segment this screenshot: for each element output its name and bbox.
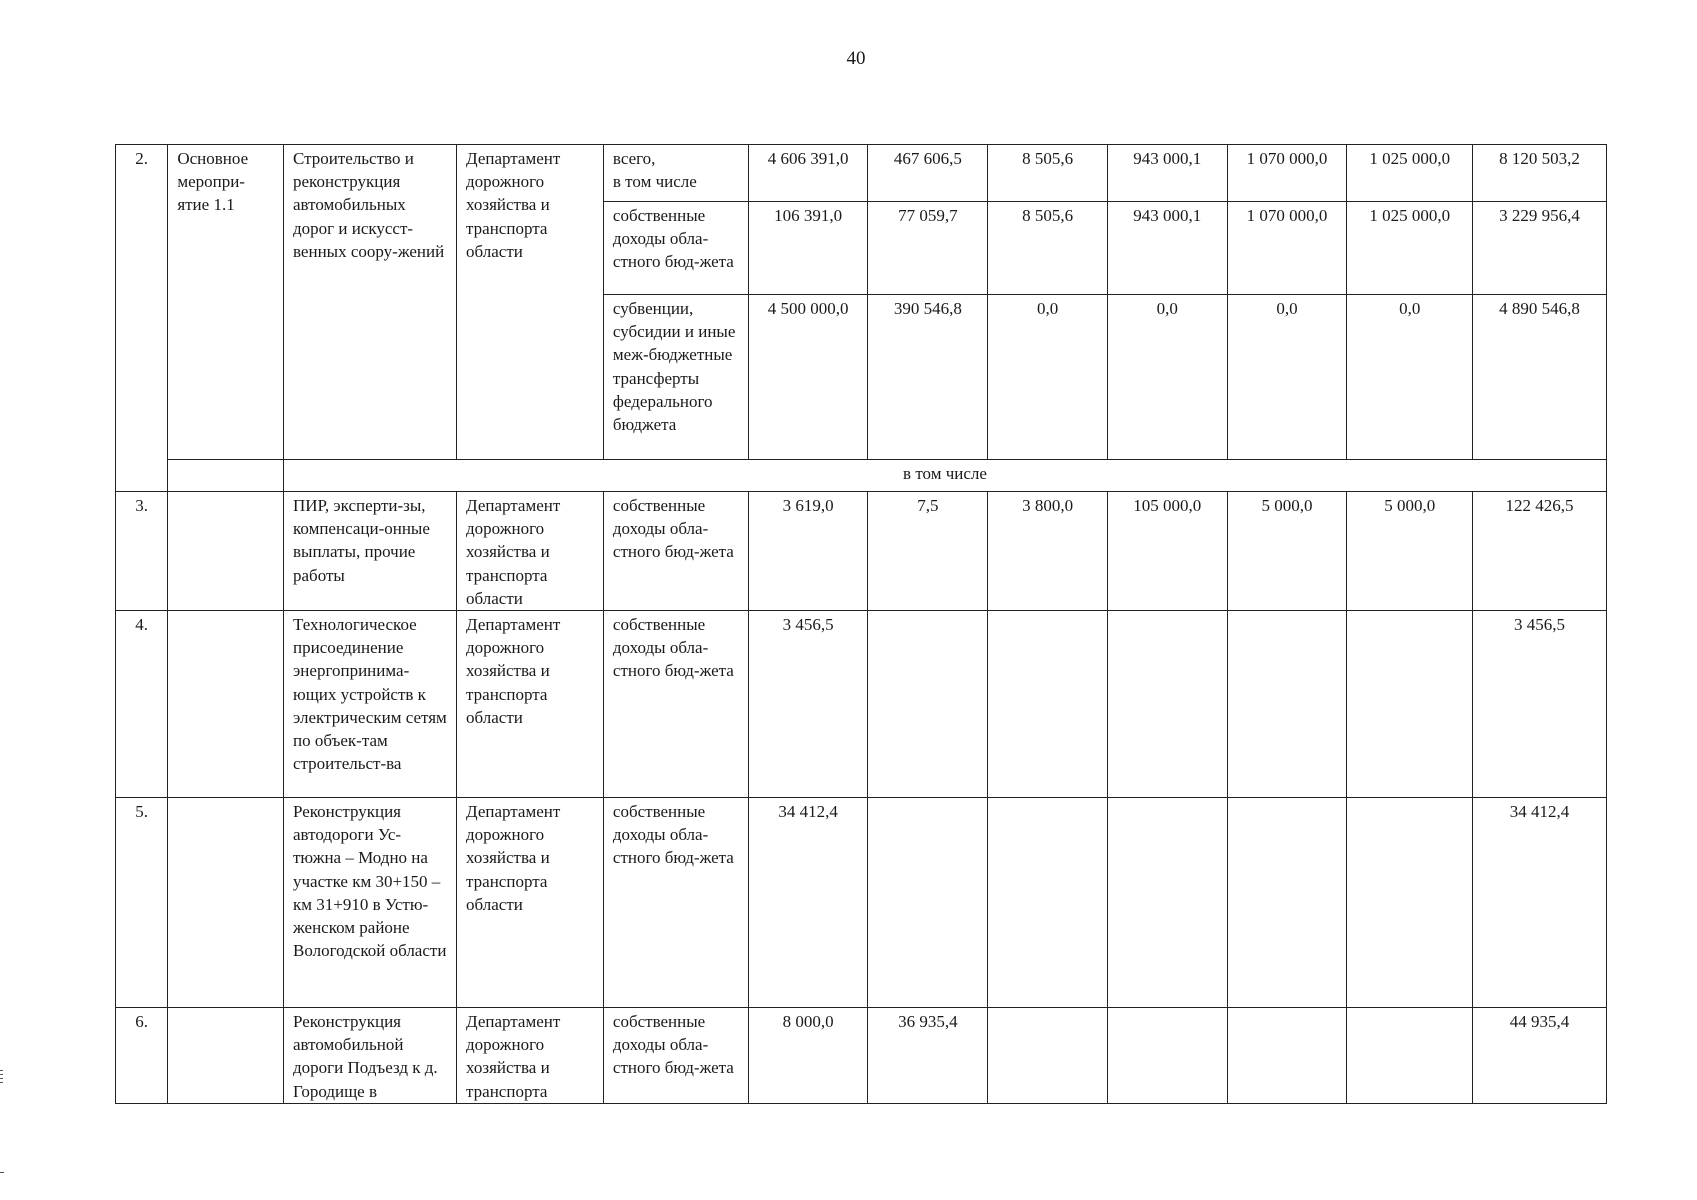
empty-cell xyxy=(168,492,284,611)
scan-edge-marks xyxy=(0,1070,3,1090)
executor: Департамент дорожного хозяйства и транспорта области xyxy=(457,611,604,798)
event-name: Реконструкция автодороги Ус-тюжна – Модно на участке км 30+150 – км 31+910 в Устю-женском районе Вологодской области xyxy=(284,798,457,1008)
value-cell xyxy=(868,798,988,1008)
value-cell xyxy=(1107,611,1227,798)
in-that-number-note: в том числе xyxy=(284,460,1607,492)
table-row xyxy=(116,1008,1607,1104)
empty-cell xyxy=(168,1008,284,1104)
value-cell xyxy=(1107,1008,1227,1104)
value-cell xyxy=(1227,1008,1347,1104)
funding-source: субвенции, субсидии и иные меж-бюджетные трансферты федерального бюджета xyxy=(603,295,748,460)
table-row xyxy=(116,145,1607,202)
row-number: 5. xyxy=(116,798,168,1008)
row-number: 2. xyxy=(116,145,168,492)
value-cell: 0,0 xyxy=(988,295,1108,460)
value-cell: 5 000,0 xyxy=(1227,492,1347,611)
funding-source: всего, в том числе xyxy=(603,145,748,202)
executor: Департамент дорожного хозяйства и транспорта области xyxy=(457,798,604,1008)
value-cell: 1 070 000,0 xyxy=(1227,202,1347,295)
value-cell xyxy=(1227,611,1347,798)
value-cell: 4 500 000,0 xyxy=(748,295,868,460)
total-cell: 44 935,4 xyxy=(1473,1008,1607,1104)
table-row xyxy=(116,492,1607,611)
value-cell xyxy=(1107,798,1227,1008)
value-cell: 943 000,1 xyxy=(1107,145,1227,202)
value-cell xyxy=(988,1008,1108,1104)
value-cell: 390 546,8 xyxy=(868,295,988,460)
value-cell: 5 000,0 xyxy=(1347,492,1473,611)
value-cell: 3 456,5 xyxy=(748,611,868,798)
total-cell: 34 412,4 xyxy=(1473,798,1607,1008)
value-cell xyxy=(1347,798,1473,1008)
event-status: Основное меропри- ятие 1.1 xyxy=(168,145,284,460)
executor: Департамент дорожного хозяйства и транспорта xyxy=(457,1008,604,1104)
funding-source: собственные доходы обла-стного бюд-жета xyxy=(603,492,748,611)
value-cell xyxy=(868,611,988,798)
total-cell: 8 120 503,2 xyxy=(1473,145,1607,202)
executor: Департамент дорожного хозяйства и транспорта области xyxy=(457,492,604,611)
empty-cell xyxy=(168,798,284,1008)
value-cell: 467 606,5 xyxy=(868,145,988,202)
value-cell: 0,0 xyxy=(1227,295,1347,460)
budget-table xyxy=(115,144,1607,1104)
page-number: 40 xyxy=(846,48,866,69)
event-name: ПИР, эксперти-зы, компенсаци-онные выплаты, прочие работы xyxy=(284,492,457,611)
empty-cell xyxy=(168,460,284,492)
funding-source: собственные доходы обла-стного бюд-жета xyxy=(603,611,748,798)
funding-source: собственные доходы обла-стного бюд-жета xyxy=(603,1008,748,1104)
event-name: Реконструкция автомобильной дороги Подъезд к д. Городище в xyxy=(284,1008,457,1104)
value-cell: 1 025 000,0 xyxy=(1347,202,1473,295)
value-cell xyxy=(988,798,1108,1008)
executor: Департамент дорожного хозяйства и транспорта области xyxy=(457,145,604,460)
event-name: Технологическое присоединение энергопринима-ющих устройств к электрическим сетям по объек-там строительст-ва xyxy=(284,611,457,798)
event-name: Строительство и реконструкция автомобильных дорог и искусст-венных соору-жений xyxy=(284,145,457,460)
value-cell: 943 000,1 xyxy=(1107,202,1227,295)
total-cell: 4 890 546,8 xyxy=(1473,295,1607,460)
row-number: 6. xyxy=(116,1008,168,1104)
value-cell: 1 070 000,0 xyxy=(1227,145,1347,202)
total-cell: 3 229 956,4 xyxy=(1473,202,1607,295)
value-cell xyxy=(1227,798,1347,1008)
value-cell: 34 412,4 xyxy=(748,798,868,1008)
total-cell: 122 426,5 xyxy=(1473,492,1607,611)
value-cell: 7,5 xyxy=(868,492,988,611)
value-cell: 4 606 391,0 xyxy=(748,145,868,202)
value-cell: 8 000,0 xyxy=(748,1008,868,1104)
value-cell: 0,0 xyxy=(1347,295,1473,460)
value-cell: 36 935,4 xyxy=(868,1008,988,1104)
total-cell: 3 456,5 xyxy=(1473,611,1607,798)
value-cell: 3 800,0 xyxy=(988,492,1108,611)
table-row xyxy=(116,460,1607,492)
table-row xyxy=(116,611,1607,798)
value-cell: 106 391,0 xyxy=(748,202,868,295)
value-cell xyxy=(1347,1008,1473,1104)
empty-cell xyxy=(168,611,284,798)
funding-source: собственные доходы обла-стного бюд-жета xyxy=(603,202,748,295)
row-number: 4. xyxy=(116,611,168,798)
table-row xyxy=(116,798,1607,1008)
value-cell: 77 059,7 xyxy=(868,202,988,295)
value-cell xyxy=(988,611,1108,798)
value-cell xyxy=(1347,611,1473,798)
value-cell: 3 619,0 xyxy=(748,492,868,611)
value-cell: 105 000,0 xyxy=(1107,492,1227,611)
value-cell: 0,0 xyxy=(1107,295,1227,460)
value-cell: 8 505,6 xyxy=(988,145,1108,202)
value-cell: 8 505,6 xyxy=(988,202,1108,295)
scan-edge-tick xyxy=(0,1172,4,1173)
funding-source: собственные доходы обла-стного бюд-жета xyxy=(603,798,748,1008)
row-number: 3. xyxy=(116,492,168,611)
value-cell: 1 025 000,0 xyxy=(1347,145,1473,202)
